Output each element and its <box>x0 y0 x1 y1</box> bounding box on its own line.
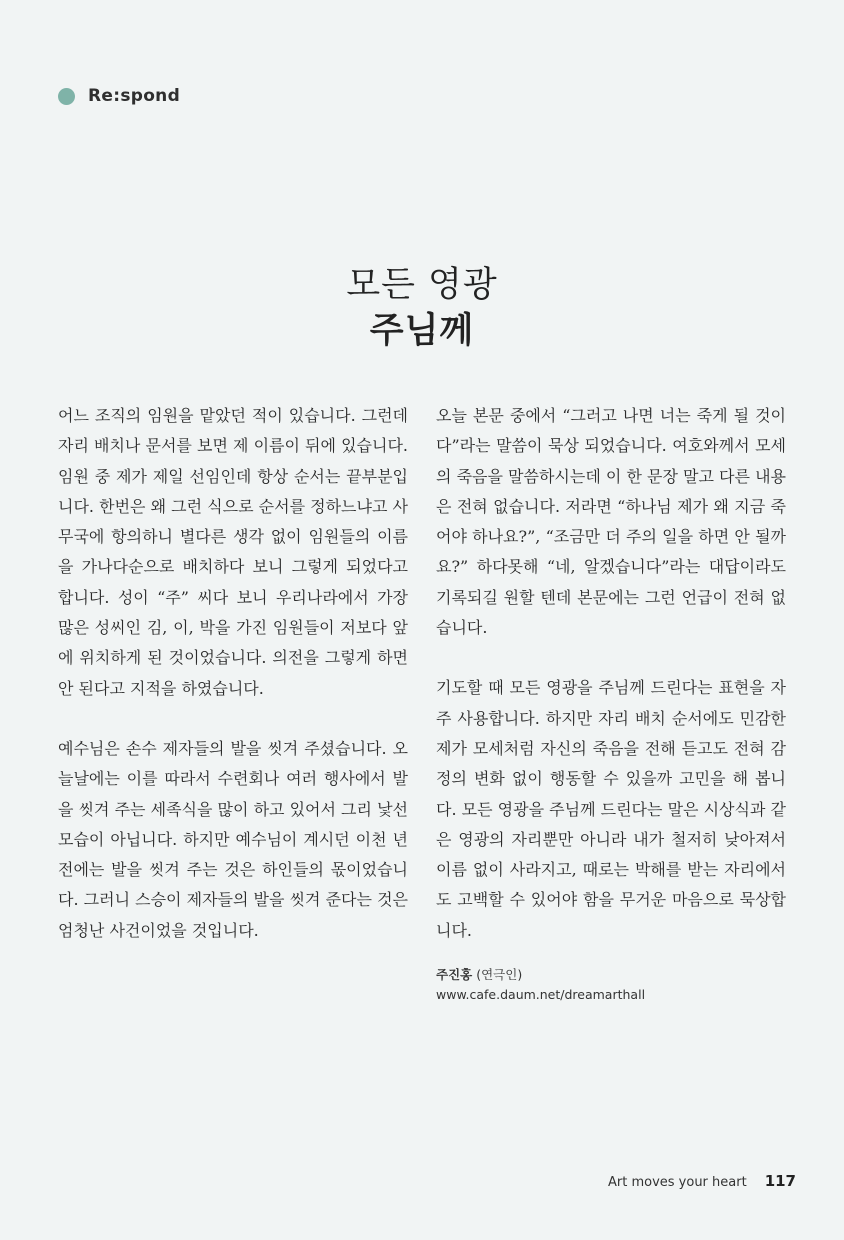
body-column-left <box>58 401 408 946</box>
paragraph: 어느 조직의 임원을 맡았던 적이 있습니다. 그런데 자리 배치나 문서를 보면 제 이름이 뒤에 있습니다. 임원 중 제가 제일 선임인데 항상 순서는 끝부분입니다. 한번은 왜 그런 식으로 순서를 정하느냐고 사무국에 항의하니 별다른 생각 없이 임원들의 이름을 가나다순으로 배치하다 보니 그렇게 되었다고 합니다. 성이 “주” 씨다 보니 우리나라에서 가장 많은 성씨인 김, 이, 박을 가진 임원들이 저보다 앞에 위치하게 된 것이었습니다. 의전을 그렇게 하면 안 된다고 지적을 하였습니다. <box>58 406 408 698</box>
paragraph: 예수님은 손수 제자들의 발을 씻겨 주셨습니다. 오늘날에는 이를 따라서 수련회나 여러 행사에서 발을 씻겨 주는 세족식을 많이 하고 있어서 그리 낯선 모습이 아닙니다. 하지만 예수님이 계시던 이천 년 전에는 발을 씻겨 주는 것은 하인들의 몫이었습니다. 그러니 스승이 제자들의 발을 씻겨 준다는 것은 엄청난 사건이었을 것입니다. <box>58 738 408 940</box>
author-name: 주진홍 <box>436 967 473 982</box>
author-role: (연극인) <box>476 967 523 982</box>
author-url[interactable]: www.cafe.daum.net/dreamarthall <box>436 987 646 1002</box>
body-column-right <box>436 401 786 946</box>
section-dot-icon <box>58 88 75 105</box>
page-footer <box>608 1172 796 1190</box>
page-number: 117 <box>764 1172 796 1190</box>
section-label: Re:spond <box>88 86 181 106</box>
title-line-1: 모든 영광 <box>346 265 498 305</box>
paragraph: 오늘 본문 중에서 “그러고 나면 너는 죽게 될 것이다”라는 말씀이 묵상 되었습니다. 여호와께서 모세의 죽음을 말씀하시는데 이 한 문장 말고 다른 내용은 전혀 없습니다. 저라면 “하나님 제가 왜 지금 죽어야 하나요?”, “조금만 더 주의 일을 하면 안 될까요?” 하다못해 “네, 알겠습니다”라는 대답이라도 기록되길 원할 텐데 본문에는 그런 언급이 전혀 없습니다. <box>436 406 786 638</box>
article-title <box>0 262 844 354</box>
section-tag <box>58 86 180 106</box>
title-line-2: 주님께 <box>369 310 475 351</box>
footer-slogan: Art moves your heart <box>607 1175 747 1190</box>
author-credit <box>436 965 645 1005</box>
paragraph: 기도할 때 모든 영광을 주님께 드린다는 표현을 자주 사용합니다. 하지만 자리 배치 순서에도 민감한 제가 모세처럼 자신의 죽음을 전해 듣고도 전혀 감정의 변화 없이 행동할 수 있을까 고민을 해 봅니다. 모든 영광을 주님께 드린다는 말은 시상식과 같은 영광의 자리뿐만 아니라 내가 철저히 낮아져서 이름 없이 사라지고, 때로는 박해를 받는 자리에서도 고백할 수 있어야 함을 무거운 마음으로 묵상합니다. <box>436 678 786 940</box>
